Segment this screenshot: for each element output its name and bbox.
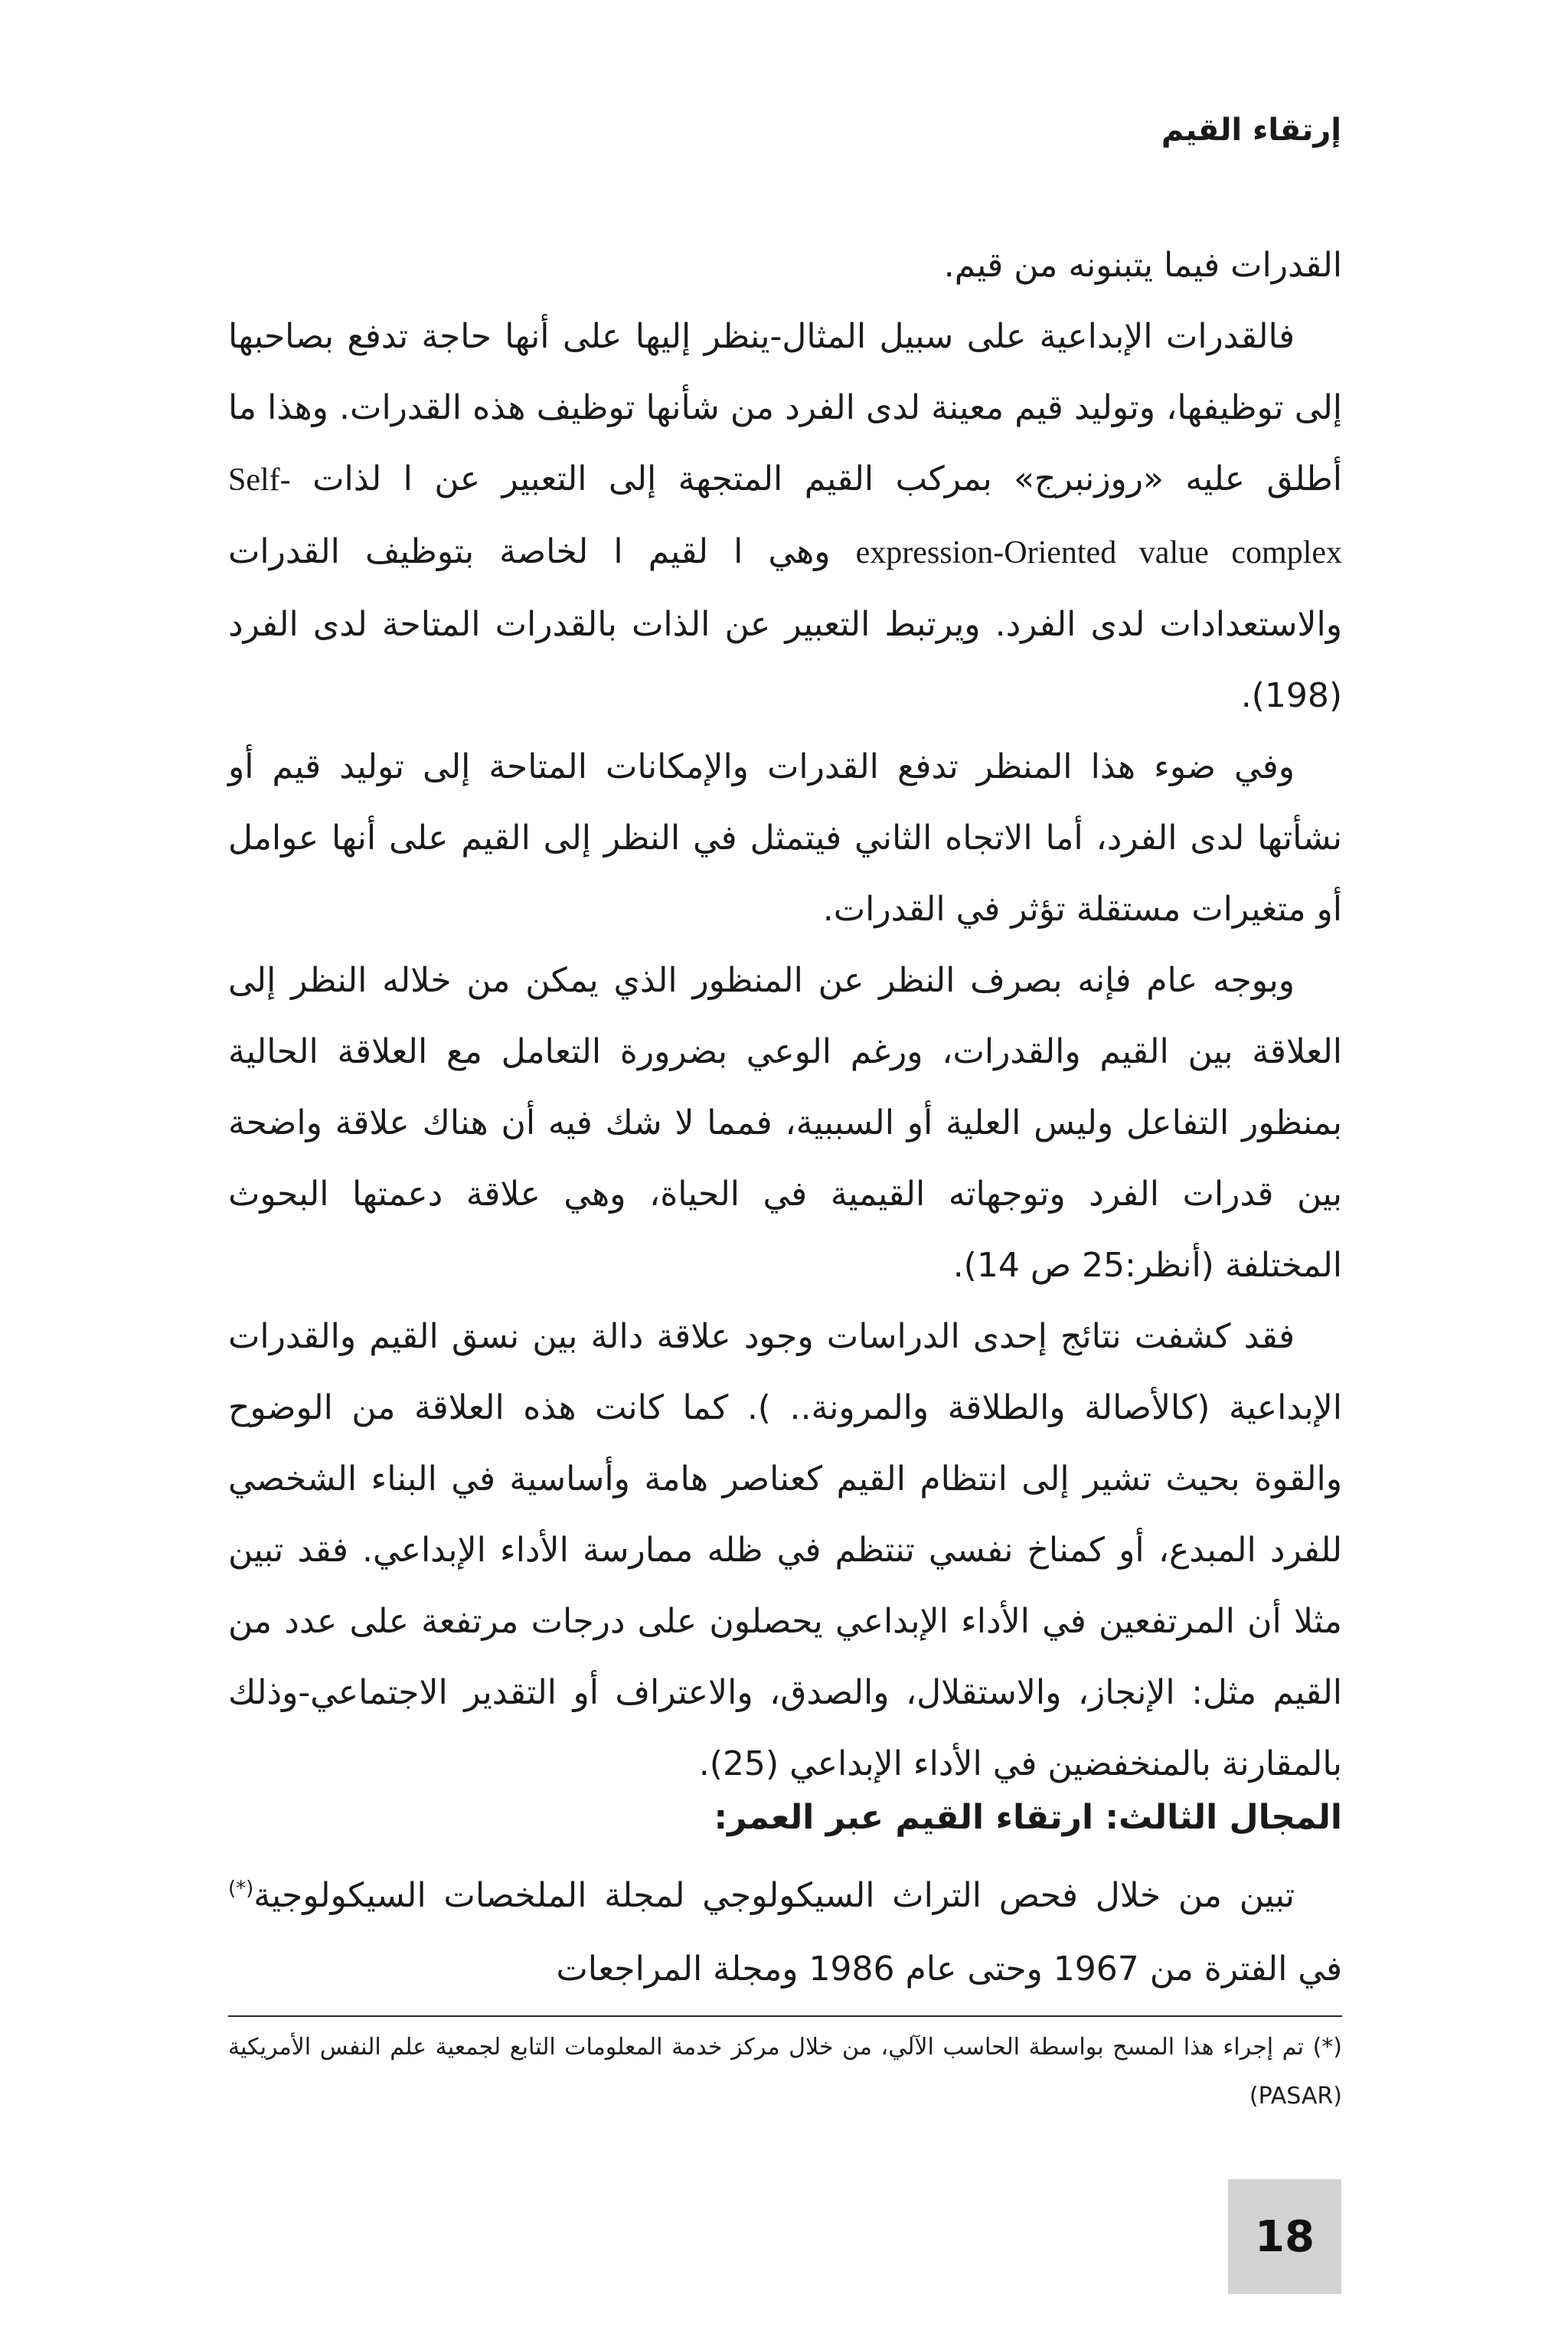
section-text-part-1: تبين من خلال فحص التراث السيكولوجي لمجلة الملخصات السيكولوجية [253,1876,1295,1915]
footnote-divider [228,2015,1342,2017]
paragraph-4: وبوجه عام فإنه بصرف النظر عن المنظور الذي يمكن من خلاله النظر إلى العلاقة بين القيم والقدرات، ورغم الوعي بضرورة التعامل مع العلاقة الحالية بمنظور التفاعل وليس العلية أو السببية، فمما لا شك فيه أن هناك علاقة واضحة بين قدرات الفرد وتوجهاته القيمية في الحياة، وهي علاقة دعمتها البحوث المختلفة (أنظر:25 ص 14). [228,961,1342,1285]
running-header: إرتقاء القيم [1161,113,1341,148]
section-text-part-2: في الفترة من 1967 وحتى عام 1986 ومجلة المراجعات [556,1950,1342,1989]
page-number: 18 [1228,2179,1341,2294]
paragraph-5: فقد كشفت نتائج إحدى الدراسات وجود علاقة دالة بين نسق القيم والقدرات الإبداعية (كالأصالة والطلاقة والمرونة.. ). كما كانت هذه العلاقة من الوضوح والقوة بحيث تشير إلى انتظام القيم كعناصر هامة وأساسية في البناء الشخصي للفرد المبدع، أو كمناخ نفسي تنتظم في ظله ممارسة الأداء الإبداعي. فقد تبين مثلا أن المرتفعين في الأداء الإبداعي يحصلون على درجات مرتفعة على عدد من القيم مثل: الإنجاز، والاستقلال، والصدق، والاعتراف أو التقدير الاجتماعي-وذلك بالمقارنة بالمنخفضين في الأداء الإبداعي (25). [228,1317,1342,1783]
paragraph-2-part-2: وهي ا لقيم ا لخاصة بتوظيف القدرات والاستعدادات لدى الفرد. ويرتبط التعبير عن الذات بالقدرات المتاحة لدى الفرد (198). [228,532,1342,715]
paragraph-2-part-1: فالقدرات الإبداعية على سبيل المثال-ينظر إليها على أنها حاجة تدفع بصاحبها إلى توظيفها، وتوليد قيم معينة لدى الفرد من شأنها توظيف هذه القدرات. وهذا ما أطلق عليه «روزنبرج» بمركب القيم المتجهة إلى التعبير عن ا لذات [228,317,1342,498]
paragraph-3: وفي ضوء هذا المنظر تدفع القدرات والإمكانات المتاحة إلى توليد قيم أو نشأتها لدى الفرد، أما الاتجاه الثاني فيتمثل في النظر إلى القيم على أنها عوامل أو متغيرات مستقلة تؤثر في القدرات. [228,747,1342,929]
paragraph-1: القدرات فيما يتبنونه من قيم. [943,246,1342,285]
section-heading: المجال الثالث: ارتقاء القيم عبر العمر: [714,1798,1342,1837]
body-text [228,230,1342,1799]
paragraph-2 [228,301,1342,731]
footnote-text: (*) تم إجراء هذا المسح بواسطة الحاسب الآلي، من خلال مركز خدمة المعلومات التابع لجمعية علم النفس الأمريكية (PASAR) [228,2034,1342,2110]
section-text [228,1859,1342,2006]
footnote-marker: (*) [228,1877,254,1901]
footnote [228,2023,1342,2121]
section-paragraph [228,1859,1342,2006]
latin-term: Self-expression-Oriented value complex [228,462,1342,570]
